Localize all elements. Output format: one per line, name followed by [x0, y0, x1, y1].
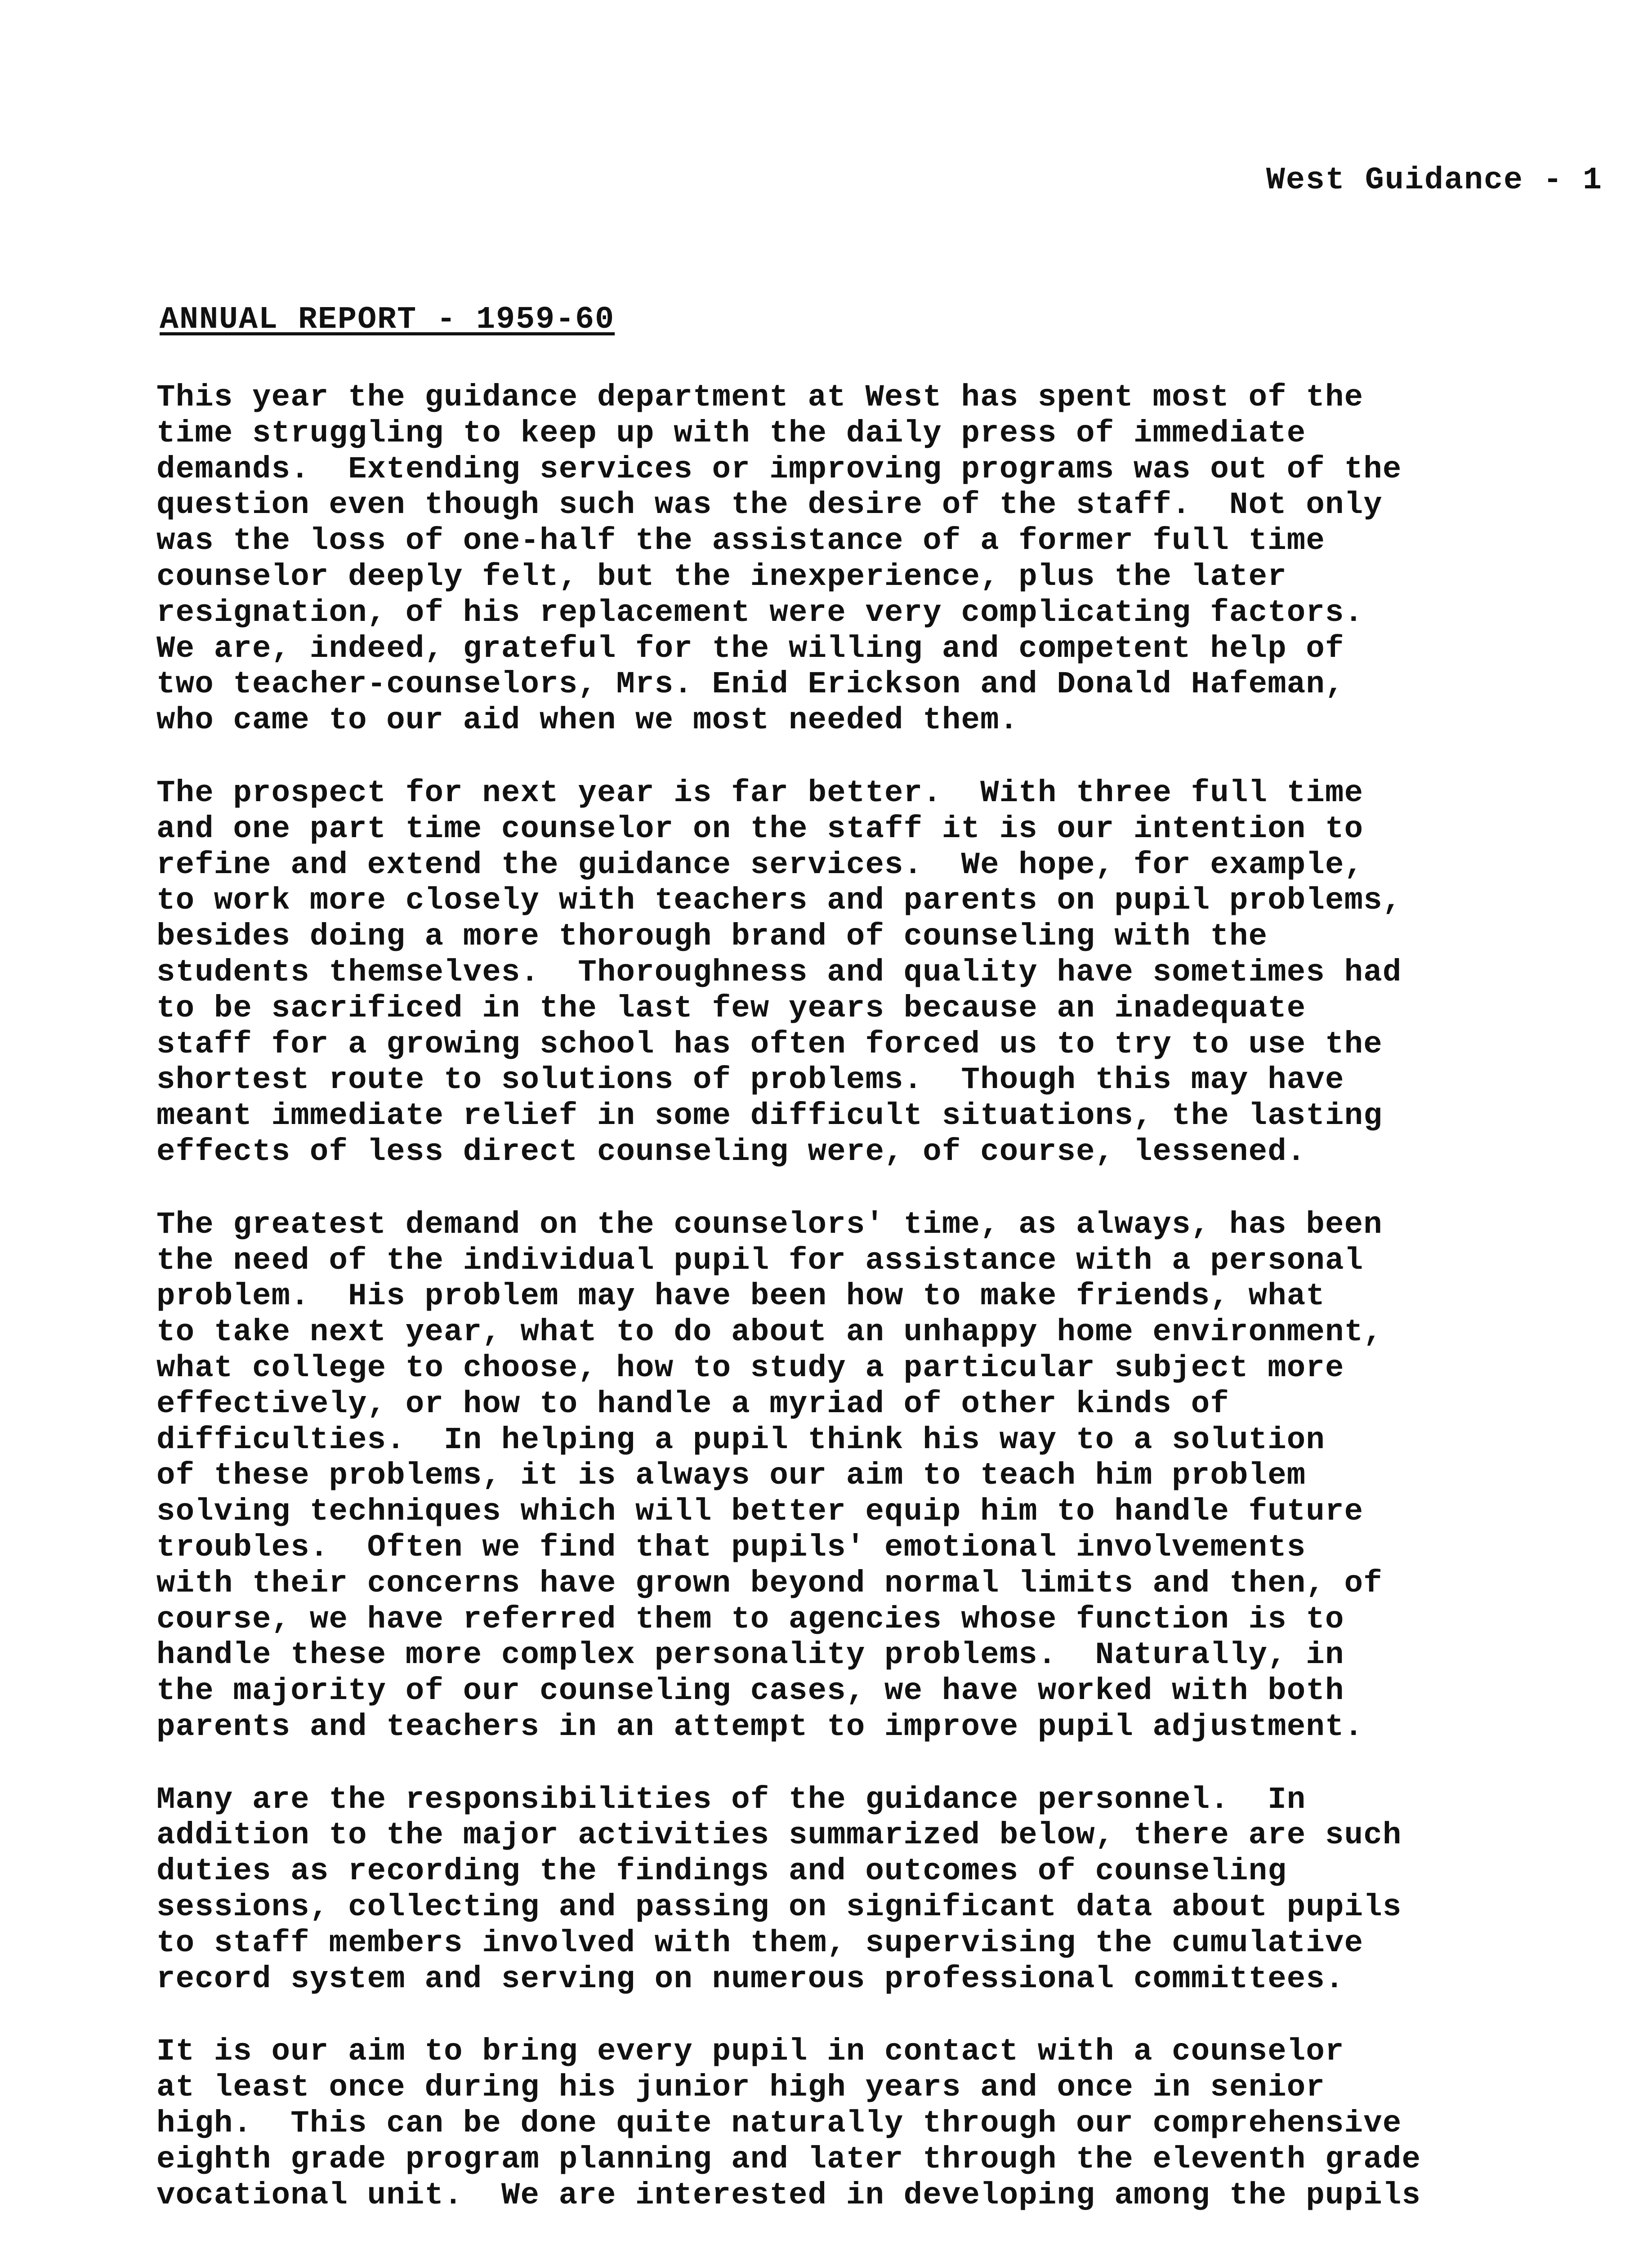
text-line: the majority of our counseling cases, we have worked with both	[156, 1673, 1344, 1709]
text-line: students themselves. Thoroughness and quality have sometimes had	[156, 955, 1402, 990]
text-line: It is our aim to bring every pupil in contact with a counselor	[156, 2034, 1344, 2070]
text-line: This year the guidance department at West has spent most of the	[156, 380, 1364, 415]
text-line: was the loss of one-half the assistance of a former full time	[156, 523, 1326, 559]
report-body	[156, 380, 1573, 2248]
text-line: of these problems, it is always our aim to teach him problem	[156, 1458, 1306, 1494]
paragraph-1	[156, 380, 1573, 739]
text-line: question even though such was the desire of the staff. Not only	[156, 487, 1383, 523]
text-line: We are, indeed, grateful for the willing and competent help of	[156, 631, 1344, 666]
text-line: record system and serving on numerous professional committees.	[156, 1961, 1344, 1997]
text-line: demands. Extending services or improving programs was out of the	[156, 451, 1402, 487]
text-line: besides doing a more thorough brand of counseling with the	[156, 919, 1268, 955]
text-line: sessions, collecting and passing on significant data about pupils	[156, 1890, 1402, 1925]
text-line: duties as recording the findings and outcomes of counseling	[156, 1854, 1287, 1889]
text-line: vocational unit. We are interested in developing among the pupils	[156, 2177, 1421, 2213]
paragraph-3	[156, 1207, 1573, 1745]
text-line: to take next year, what to do about an unhappy home environment,	[156, 1315, 1383, 1350]
text-line: shortest route to solutions of problems. Though this may have	[156, 1062, 1344, 1098]
text-line: effects of less direct counseling were, of course, lessened.	[156, 1134, 1306, 1169]
text-line: The greatest demand on the counselors' time, as always, has been	[156, 1207, 1383, 1242]
text-line: to staff members involved with them, supervising the cumulative	[156, 1925, 1364, 1961]
text-line: Many are the responsibilities of the guidance personnel. In	[156, 1782, 1306, 1817]
text-line: at least once during his junior high years and once in senior	[156, 2070, 1326, 2105]
text-line: problem. His problem may have been how to make friends, what	[156, 1279, 1326, 1314]
page-header: West Guidance - 1	[1266, 163, 1603, 198]
paragraph-2	[156, 776, 1573, 1170]
paragraph-5	[156, 2034, 1573, 2213]
text-line: with their concerns have grown beyond normal limits and then, of	[156, 1566, 1383, 1601]
text-line: handle these more complex personality problems. Naturally, in	[156, 1637, 1344, 1673]
text-line: to work more closely with teachers and parents on pupil problems,	[156, 883, 1402, 919]
text-line: and one part time counselor on the staff it is our intention to	[156, 811, 1364, 847]
text-line: effectively, or how to handle a myriad of other kinds of	[156, 1386, 1229, 1422]
text-line: addition to the major activities summarized below, there are such	[156, 1818, 1402, 1853]
text-line: who came to our aid when we most needed them.	[156, 703, 1019, 738]
text-line: refine and extend the guidance services. We hope, for example,	[156, 847, 1364, 883]
text-line: The prospect for next year is far better. With three full time	[156, 775, 1364, 811]
text-line: meant immediate relief in some difficult situations, the lasting	[156, 1098, 1383, 1134]
text-line: the need of the individual pupil for assistance with a personal	[156, 1243, 1364, 1278]
text-line: time struggling to keep up with the daily press of immediate	[156, 415, 1306, 451]
text-line: solving techniques which will better equip him to handle future	[156, 1494, 1364, 1530]
text-line: high. This can be done quite naturally through our comprehensive	[156, 2106, 1402, 2141]
text-line: resignation, of his replacement were very complicating factors.	[156, 595, 1364, 630]
text-line: parents and teachers in an attempt to improve pupil adjustment.	[156, 1709, 1364, 1744]
text-line: two teacher-counselors, Mrs. Enid Erickson and Donald Hafeman,	[156, 667, 1344, 702]
paragraph-4	[156, 1782, 1573, 1998]
text-line: troubles. Often we find that pupils' emotional involvements	[156, 1530, 1306, 1565]
report-title: ANNUAL REPORT - 1959-60	[160, 302, 615, 338]
text-line: eighth grade program planning and later through the eleventh grade	[156, 2141, 1421, 2177]
text-line: difficulties. In helping a pupil think his way to a solution	[156, 1422, 1326, 1458]
text-line: course, we have referred them to agencies whose function is to	[156, 1601, 1344, 1637]
text-line: to be sacrificed in the last few years because an inadequate	[156, 990, 1306, 1026]
text-line: counselor deeply felt, but the inexperience, plus the later	[156, 559, 1287, 594]
text-line: what college to choose, how to study a particular subject more	[156, 1350, 1344, 1386]
text-line: staff for a growing school has often forced us to try to use the	[156, 1026, 1383, 1062]
